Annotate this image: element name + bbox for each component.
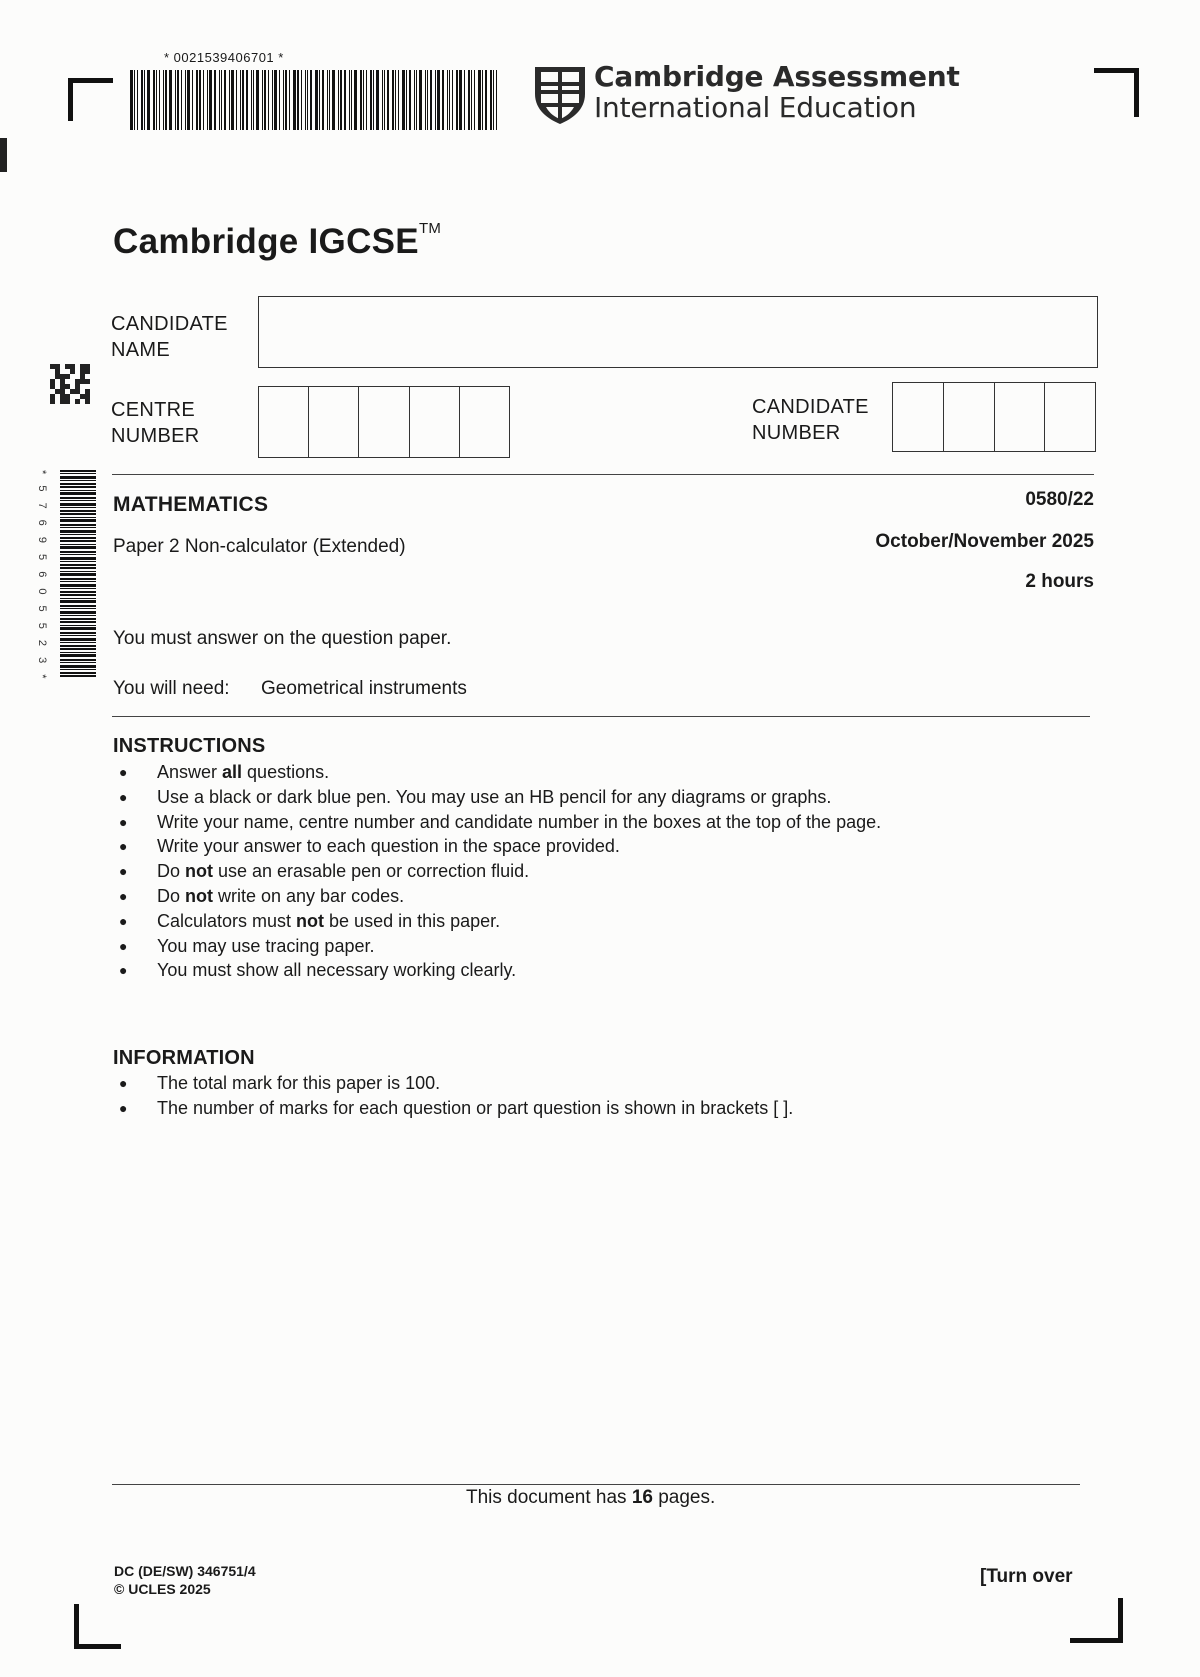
candidate-name-label: CANDIDATE NAME bbox=[111, 313, 228, 361]
list-item: ● The number of marks for each question or part question is shown in brackets [ ]. bbox=[113, 1096, 793, 1121]
bullet-icon: ● bbox=[119, 1099, 128, 1116]
qr-code bbox=[50, 364, 90, 404]
side-barcode-digits bbox=[36, 470, 50, 702]
barcode-number: * 0021539406701 * bbox=[164, 50, 284, 65]
subject-title: MATHEMATICS bbox=[113, 493, 269, 516]
centre-number-cell[interactable] bbox=[460, 387, 509, 457]
centre-number-cell[interactable] bbox=[359, 387, 409, 457]
exam-duration: 2 hours bbox=[1025, 571, 1094, 592]
corner-mark-top-left bbox=[68, 78, 113, 121]
divider bbox=[112, 716, 1090, 717]
candidate-number-cell[interactable] bbox=[893, 383, 944, 451]
logo-line-2: International Education bbox=[594, 91, 917, 124]
centre-number-cell[interactable] bbox=[309, 387, 359, 457]
centre-number-cell[interactable] bbox=[259, 387, 309, 457]
paper-code: 0580/22 bbox=[1025, 489, 1094, 510]
answer-note: You must answer on the question paper. bbox=[113, 628, 452, 649]
bullet-icon: ● bbox=[119, 764, 128, 780]
bullet-icon: ● bbox=[119, 863, 128, 880]
list-item: ● Answer all questions. bbox=[113, 760, 881, 785]
bullet-icon: ● bbox=[119, 813, 128, 830]
list-item: ● Calculators must not be used in this paper. bbox=[113, 909, 881, 934]
candidate-number-boxes[interactable] bbox=[892, 382, 1096, 452]
side-barcode bbox=[60, 470, 96, 702]
turn-over-note: [Turn over bbox=[980, 1566, 1073, 1587]
candidate-number-cell[interactable] bbox=[995, 383, 1046, 451]
bullet-icon: ● bbox=[119, 887, 128, 904]
list-item: ● Write your name, centre number and candidate number in the boxes at the top of the page. bbox=[113, 810, 881, 835]
bullet-icon: ● bbox=[119, 1075, 128, 1091]
document-reference bbox=[114, 1562, 256, 1598]
exam-session: October/November 2025 bbox=[875, 531, 1094, 552]
instructions-list bbox=[113, 760, 881, 983]
centre-number-boxes[interactable] bbox=[258, 386, 510, 458]
list-item: ● You must show all necessary working clearly. bbox=[113, 958, 881, 983]
candidate-name-box[interactable] bbox=[258, 296, 1098, 368]
page-title bbox=[113, 222, 441, 262]
need-label: You will need: bbox=[113, 678, 230, 699]
information-list bbox=[113, 1071, 793, 1121]
paper-name: Paper 2 Non-calculator (Extended) bbox=[113, 536, 406, 557]
divider bbox=[112, 474, 1094, 475]
bullet-icon: ● bbox=[119, 838, 128, 855]
corner-mark-bottom-right bbox=[1070, 1598, 1123, 1643]
barcode bbox=[130, 70, 500, 130]
edge-mark bbox=[0, 138, 7, 172]
list-item: ● Use a black or dark blue pen. You may use an HB pencil for any diagrams or graphs. bbox=[113, 785, 881, 810]
need-items: Geometrical instruments bbox=[261, 678, 467, 699]
list-item: ● The total mark for this paper is 100. bbox=[113, 1071, 793, 1096]
instructions-heading: INSTRUCTIONS bbox=[113, 735, 266, 757]
list-item: ● Write your answer to each question in the space provided. bbox=[113, 834, 881, 859]
centre-number-cell[interactable] bbox=[410, 387, 460, 457]
divider bbox=[112, 1484, 1080, 1485]
corner-mark-bottom-left bbox=[74, 1604, 121, 1649]
corner-mark-top-right bbox=[1094, 68, 1139, 117]
logo-line-1: Cambridge Assessment bbox=[594, 60, 960, 93]
page-count: 16 bbox=[631, 1487, 653, 1508]
list-item: ● Do not use an erasable pen or correction fluid. bbox=[113, 859, 881, 884]
centre-number-label: CENTRE NUMBER bbox=[111, 399, 200, 447]
page-count-note: This document has 16 pages. bbox=[466, 1487, 716, 1508]
side-barcode-text: * 5 7 6 9 5 6 0 5 5 2 3 * bbox=[36, 470, 48, 683]
candidate-number-label: CANDIDATE NUMBER bbox=[752, 396, 869, 444]
bullet-icon: ● bbox=[119, 788, 128, 805]
information-heading: INFORMATION bbox=[113, 1047, 255, 1069]
list-item: ● Do not write on any bar codes. bbox=[113, 884, 881, 909]
candidate-number-cell[interactable] bbox=[944, 383, 995, 451]
reference-code: DC (DE/SW) 346751/4 bbox=[114, 1563, 256, 1579]
bullet-icon: ● bbox=[119, 912, 128, 929]
candidate-number-cell[interactable] bbox=[1045, 383, 1095, 451]
trademark-mark: TM bbox=[418, 220, 442, 237]
cambridge-shield-icon bbox=[532, 64, 588, 126]
copyright-notice: © UCLES 2025 bbox=[114, 1581, 211, 1597]
organisation-logo bbox=[594, 60, 960, 124]
list-item: ● You may use tracing paper. bbox=[113, 934, 881, 959]
bullet-icon: ● bbox=[119, 937, 128, 954]
bullet-icon: ● bbox=[119, 962, 128, 979]
title-text: Cambridge IGCSE bbox=[113, 222, 419, 261]
